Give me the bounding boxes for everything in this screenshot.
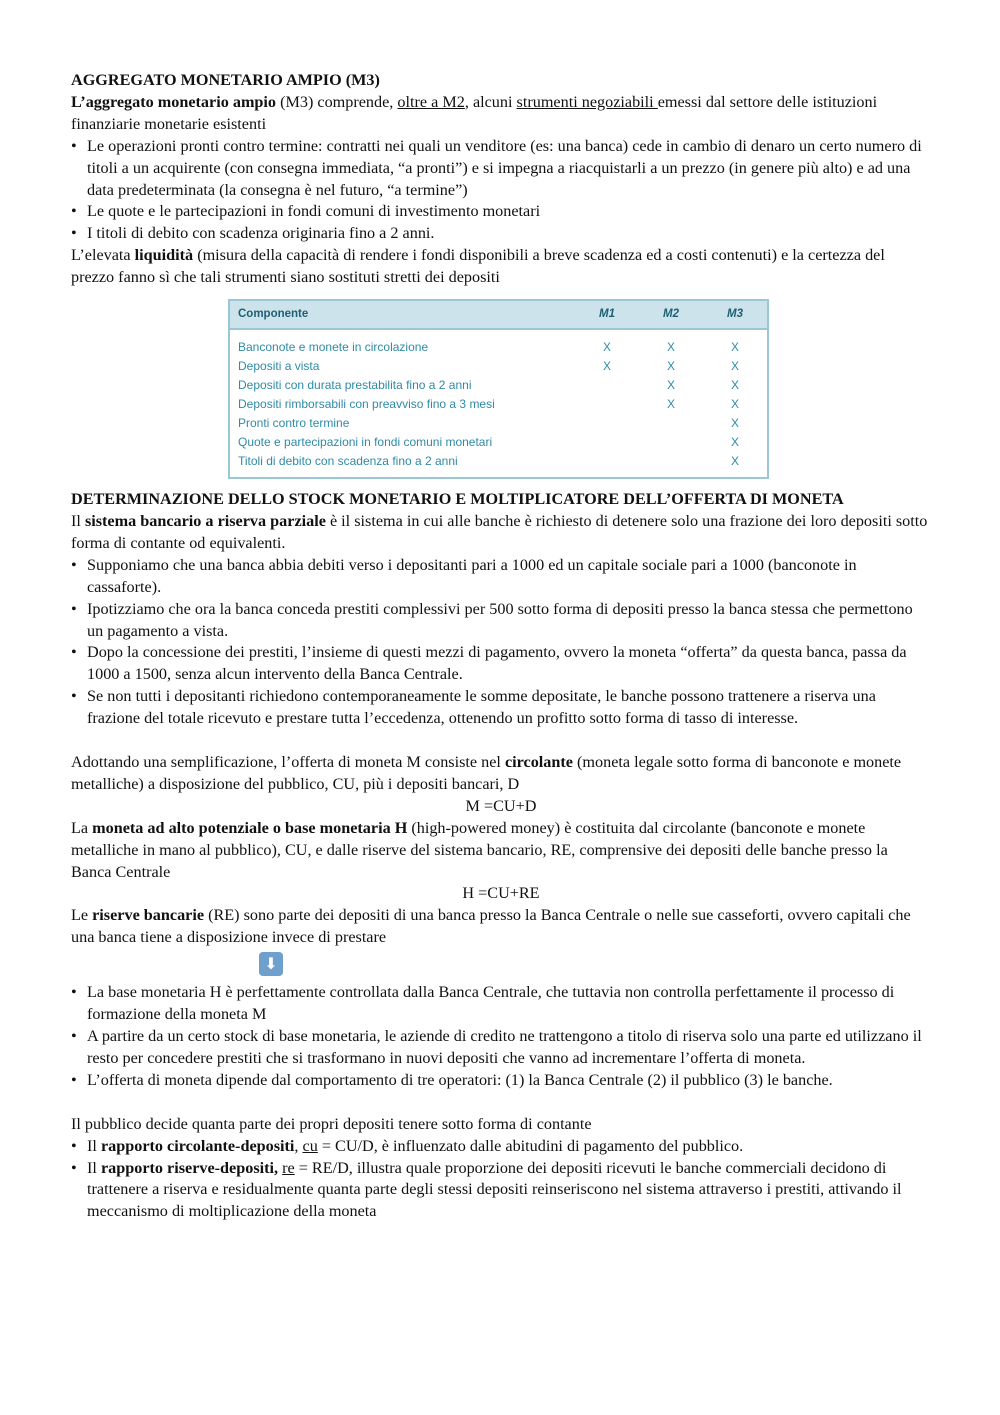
text: (RE) sono parte dei depositi di una banca presso la Banca Centrale o nelle sue casseforti, ovvero capitali che una banca tiene a disposizione invece di prestare (71, 906, 911, 947)
liquidity-term: liquidità (134, 246, 194, 265)
text: , (294, 1136, 303, 1155)
m3-intro-paragraph (71, 92, 931, 136)
currency-deposit-ratio-term: rapporto circolante-depositi (100, 1136, 295, 1155)
list-item: • La base monetaria H è perfettamente controllata dalla Banca Centrale, che tuttavia non controlla perfettamente il processo di formazione della moneta M (71, 982, 931, 1026)
spacer (71, 1092, 931, 1114)
cell-m1: X (602, 359, 611, 374)
cell-m2 (639, 433, 703, 452)
spacer (71, 730, 931, 752)
ratios-list (71, 1136, 931, 1224)
text: , alcuni (464, 92, 517, 111)
table-row (229, 376, 768, 395)
monetary-base-paragraph (71, 818, 931, 884)
list-item: • Se non tutti i depositanti richiedono contemporaneamente le somme depositate, le banche possono trattenere a riserva una frazione del totale ricevuto e prestare tutta l’eccedenza, ottenendo un profitto sotto forma di tasso di interesse. (71, 686, 931, 730)
list-item (71, 1158, 931, 1224)
text: Il (71, 511, 85, 530)
cell-m1 (575, 414, 639, 433)
table-row (229, 395, 768, 414)
fractional-reserve-term: sistema bancario a riserva parziale (84, 511, 326, 530)
table-row (229, 329, 768, 357)
fractional-reserve-paragraph (71, 511, 931, 555)
table-row (229, 452, 768, 478)
text: Il (87, 1158, 101, 1177)
underline-oltre-m2: oltre a M2 (397, 92, 465, 111)
header-componente: Componente (229, 300, 575, 329)
cell-component: Banconote e monete in circolazione (238, 340, 429, 355)
section-title-stock: DETERMINAZIONE DELLO STOCK MONETARIO E MOLTIPLICATORE DELL’OFFERTA DI MONETA (71, 490, 844, 509)
cell-component: Titoli di debito con scadenza fino a 2 anni (238, 454, 458, 469)
cell-component: Depositi a vista (238, 359, 320, 374)
re-symbol: re (282, 1158, 295, 1177)
public-paragraph: Il pubblico decide quanta parte dei propri depositi tenere sotto forma di contante (71, 1114, 592, 1133)
bank-example-list (71, 555, 931, 730)
cell-m3: X (730, 397, 739, 412)
list-item: • Le quote e le partecipazioni in fondi comuni di investimento monetari (71, 201, 931, 223)
arrow-row (71, 949, 931, 982)
text: è il sistema in cui alle banche è richiesto di detenere solo una frazione dei loro depositi sotto forma di contante od equivalenti. (71, 511, 928, 552)
text: (M3) comprende, (276, 92, 398, 111)
m3-bullet-list (71, 136, 931, 246)
cell-m2: X (666, 378, 675, 393)
table-row (229, 357, 768, 376)
cell-m2 (639, 414, 703, 433)
text: = CU/D, è influenzato dalle abitudini di pagamento del pubblico. (317, 1136, 744, 1155)
text: Il (87, 1136, 101, 1155)
cell-component: Quote e partecipazioni in fondi comuni monetari (238, 435, 493, 450)
document-page (71, 70, 931, 1223)
cell-component: Depositi rimborsabili con preavviso fino a 3 mesi (238, 397, 495, 412)
table-row (229, 414, 768, 433)
header-m1: M1 (575, 300, 639, 329)
header-m3: M3 (703, 300, 768, 329)
list-item: • Supponiamo che una banca abbia debiti verso i depositanti pari a 1000 ed un capitale sociale pari a 1000 (banconote in cassaforte). (71, 555, 931, 599)
underline-strumenti: strumenti negoziabili (516, 92, 658, 111)
list-item: • Ipotizziamo che ora la banca conceda prestiti complessivi per 500 sotto forma di depositi presso la banca stessa che permettono un pagamento a vista. (71, 599, 931, 643)
text: Adottando una semplificazione, l’offerta di moneta M consiste nel (71, 753, 505, 772)
header-m2: M2 (639, 300, 703, 329)
cell-m1 (575, 433, 639, 452)
cell-m3: X (730, 435, 739, 450)
cell-m2: X (666, 359, 675, 374)
cell-m3: X (730, 378, 739, 393)
cell-m2: X (666, 397, 675, 412)
arrow-down-icon: ⬇ (259, 952, 283, 976)
formula-h: H =CU+RE (462, 884, 540, 903)
cell-component: Depositi con durata prestabilita fino a 2 anni (238, 378, 472, 393)
text: (misura della capacità di rendere i fondi disponibili a breve scadenza ed a costi contenuti) e la certezza del prezzo fanno sì che tali strumenti siano sostituti stretti dei depositi (71, 246, 885, 287)
reserve-deposit-ratio-term: rapporto riserve-depositi, (100, 1158, 279, 1177)
text: (high-powered money) è costituita dal circolante (banconote e monete metalliche in mano al pubblico), CU, e dalle riserve del sistema bancario, RE, comprensive dei depositi delle banche presso la Banca Centrale (71, 818, 888, 881)
cell-m2 (639, 452, 703, 478)
cell-m3: X (730, 416, 739, 431)
cell-m3: X (730, 359, 739, 374)
section-title-m3: AGGREGATO MONETARIO AMPIO (M3) (71, 71, 380, 89)
monetary-base-list (71, 982, 931, 1092)
cell-m3: X (730, 340, 739, 355)
bank-reserves-paragraph (71, 905, 931, 949)
formula-m: M =CU+D (465, 796, 537, 815)
cell-m1 (575, 452, 639, 478)
text: = RE/D, illustra quale proporzione dei depositi ricevuti le banche commerciali decidono di trattenere a riserva e residualmente quanta parte degli stessi depositi reinseriscono nel sistema attraverso i prestiti, attivando il meccanismo di moltiplicazione della moneta (87, 1158, 902, 1221)
cell-m1: X (602, 340, 611, 355)
text: emessi dal settore delle istituzioni finanziarie monetarie esistenti (71, 92, 878, 133)
table-header-row (229, 300, 768, 329)
cell-m1 (575, 395, 639, 414)
cell-m1 (575, 376, 639, 395)
components-table-figure (228, 299, 769, 479)
list-item: • Le operazioni pronti contro termine: contratti nei quali un venditore (es: una banca) cede in cambio di denaro un certo numero di titoli a un acquirente (con consegna immediata, “a pronti”) e si impegna a riacquistarli a un prezzo (in genere più alto) e ad una data predeterminata (la consegna è nel futuro, “a termine”) (71, 136, 931, 202)
m3-term: L’aggregato monetario ampio (71, 92, 277, 111)
bank-reserves-term: riserve bancarie (92, 906, 205, 925)
text: (moneta legale sotto forma di banconote e monete metalliche) a disposizione del pubblico, CU, più i depositi bancari, D (71, 753, 902, 793)
list-item: • Dopo la concessione dei prestiti, l’insieme di questi mezzi di pagamento, ovvero la moneta “offerta” da questa banca, passa da 1000 a 1500, senza alcun intervento della Banca Centrale. (71, 642, 931, 686)
liquidity-paragraph (71, 245, 931, 289)
cell-m3: X (730, 454, 739, 469)
table-row (229, 433, 768, 452)
cu-symbol: cu (302, 1136, 318, 1155)
text: L’elevata (71, 246, 135, 265)
text: La (71, 818, 93, 837)
cell-m2: X (666, 340, 675, 355)
list-item: • I titoli di debito con scadenza originaria fino a 2 anni. (71, 223, 931, 245)
list-item: • A partire da un certo stock di base monetaria, le aziende di credito ne trattengono a titolo di riserva solo una parte ed utilizzano il resto per concedere prestiti che si trasformano in nuovi depositi che vanno ad incrementare l’offerta di moneta. (71, 1026, 931, 1070)
money-offer-paragraph (71, 752, 931, 796)
circolante-term: circolante (504, 753, 573, 772)
list-item: • L’offerta di moneta dipende dal comportamento di tre operatori: (1) la Banca Centrale (2) il pubblico (3) le banche. (71, 1070, 931, 1092)
text: Le (71, 906, 93, 925)
monetary-base-term: moneta ad alto potenziale o base monetaria H (92, 818, 408, 837)
list-item (71, 1136, 931, 1158)
cell-component: Pronti contro termine (238, 416, 350, 431)
components-table (228, 299, 769, 479)
